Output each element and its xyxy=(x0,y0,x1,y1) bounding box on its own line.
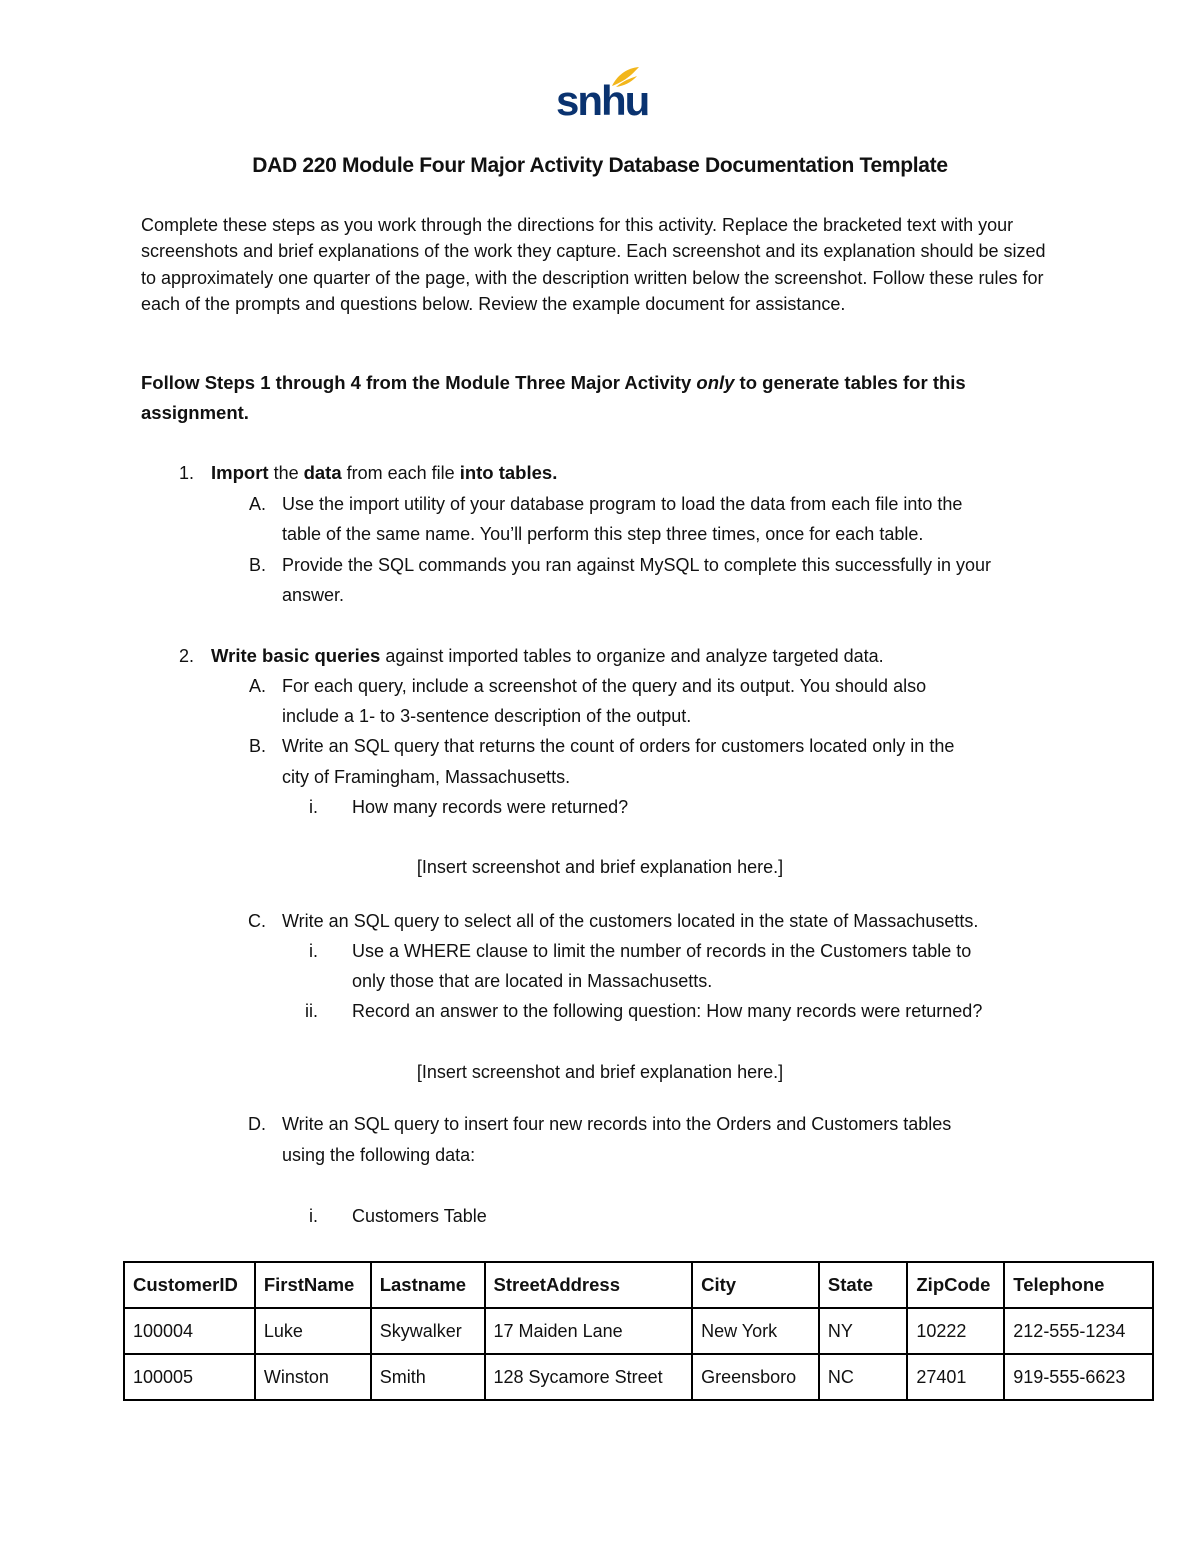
step-2c-marker: C. xyxy=(248,911,266,931)
table-cell: 128 Sycamore Street xyxy=(485,1354,693,1400)
header-customerid: CustomerID xyxy=(124,1262,255,1308)
snhu-logo xyxy=(556,66,649,124)
step-1b-marker: B. xyxy=(248,555,266,575)
step-1b-line-1: Provide the SQL commands you ran against MySQL to complete this successfully in your xyxy=(282,555,991,575)
step-1a-line-2: table of the same name. You’ll perform this step three times, once for each table. xyxy=(282,524,924,544)
table-cell: 919-555-6623 xyxy=(1004,1354,1153,1400)
step-2a-marker: A. xyxy=(248,676,266,696)
step-2-heading xyxy=(211,641,884,671)
step-2-number: 2. xyxy=(178,646,194,666)
header-zipcode: ZipCode xyxy=(907,1262,1004,1308)
table-cell: NC xyxy=(819,1354,908,1400)
table-cell: 27401 xyxy=(907,1354,1004,1400)
table-cell: Winston xyxy=(255,1354,371,1400)
table-cell: Skywalker xyxy=(371,1308,485,1354)
step-1-word-into-tables: into tables. xyxy=(459,462,558,483)
table-cell: 100004 xyxy=(124,1308,255,1354)
step-1a-line-1: Use the import utility of your database program to load the data from each file into the xyxy=(282,494,963,514)
table-cell: Greensboro xyxy=(692,1354,819,1400)
step-2c-ii-marker: ii. xyxy=(305,1001,318,1021)
step-2-bold: Write basic queries xyxy=(211,645,381,666)
step-2d-line-1: Write an SQL query to insert four new records into the Orders and Customers tables xyxy=(282,1114,952,1134)
step-2b-i-marker: i. xyxy=(309,797,318,817)
step-2b-i-text: How many records were returned? xyxy=(352,797,629,817)
step-2a-line-2: include a 1- to 3-sentence description of the output. xyxy=(282,706,692,726)
insert-screenshot-placeholder-1: [Insert screenshot and brief explanation here.] xyxy=(416,857,784,877)
step-1a-marker: A. xyxy=(248,494,266,514)
follow-steps-instruction xyxy=(141,368,1051,428)
step-2c-line-1: Write an SQL query to select all of the customers located in the state of Massachusetts. xyxy=(282,911,979,931)
table-cell: NY xyxy=(819,1308,908,1354)
header-city: City xyxy=(692,1262,819,1308)
follow-emphasis: only xyxy=(696,372,735,393)
insert-screenshot-placeholder-2: [Insert screenshot and brief explanation here.] xyxy=(416,1062,784,1082)
header-streetaddress: StreetAddress xyxy=(485,1262,693,1308)
header-telephone: Telephone xyxy=(1004,1262,1153,1308)
follow-part2: to generate tables for this assignment. xyxy=(141,372,966,423)
step-1-heading xyxy=(211,458,557,488)
step-1-word-import: Import xyxy=(211,462,269,483)
header-firstname: FirstName xyxy=(255,1262,371,1308)
step-2d-i-text: Customers Table xyxy=(352,1206,487,1226)
step-2a-line-1: For each query, include a screenshot of the query and its output. You should also xyxy=(282,676,927,696)
customers-table xyxy=(123,1261,1154,1401)
table-cell: Smith xyxy=(371,1354,485,1400)
step-2d-marker: D. xyxy=(248,1114,266,1134)
step-2c-ii-text: Record an answer to the following question: How many records were returned? xyxy=(352,1001,983,1021)
step-1-word-from: from each file xyxy=(341,463,460,483)
logo-text: snhu xyxy=(556,77,649,124)
step-2c-i-line-2: only those that are located in Massachusetts. xyxy=(352,971,713,991)
table-cell: Luke xyxy=(255,1308,371,1354)
step-2d-line-2: using the following data: xyxy=(282,1145,476,1165)
page-title: DAD 220 Module Four Major Activity Database Documentation Template xyxy=(252,154,948,177)
step-2b-line-1: Write an SQL query that returns the count of orders for customers located only in the xyxy=(282,736,955,756)
step-1-number: 1. xyxy=(178,463,194,483)
table-row xyxy=(124,1308,1153,1354)
table-cell: 212-555-1234 xyxy=(1004,1308,1153,1354)
step-2b-marker: B. xyxy=(248,736,266,756)
table-cell: New York xyxy=(692,1308,819,1354)
header-lastname: Lastname xyxy=(371,1262,485,1308)
table-row xyxy=(124,1354,1153,1400)
intro-paragraph: Complete these steps as you work through the directions for this activity. Replace the bracketed text with your screenshots and brief explanations of the work they capture. Each screenshot and its explanation should be sized to approximately one quarter of the page, with the description written below the screenshot. Follow these rules for each of the prompts and questions below. Review the example document for assistance. xyxy=(141,215,1046,315)
step-1-word-data: data xyxy=(303,462,342,483)
step-2c-i-marker: i. xyxy=(309,941,318,961)
table-cell: 17 Maiden Lane xyxy=(485,1308,693,1354)
step-2c-i-line-1: Use a WHERE clause to limit the number of records in the Customers table to xyxy=(352,941,972,961)
step-2-rest: against imported tables to organize and analyze targeted data. xyxy=(380,646,884,666)
step-2b-line-2: city of Framingham, Massachusetts. xyxy=(282,767,571,787)
table-cell: 10222 xyxy=(907,1308,1004,1354)
step-2d-i-marker: i. xyxy=(309,1206,318,1226)
header-state: State xyxy=(819,1262,908,1308)
step-1-word-the: the xyxy=(268,463,304,483)
table-cell: 100005 xyxy=(124,1354,255,1400)
table-header-row xyxy=(124,1262,1153,1308)
step-1b-line-2: answer. xyxy=(282,585,345,605)
follow-part1: Follow Steps 1 through 4 from the Module Three Major Activity xyxy=(141,372,697,393)
